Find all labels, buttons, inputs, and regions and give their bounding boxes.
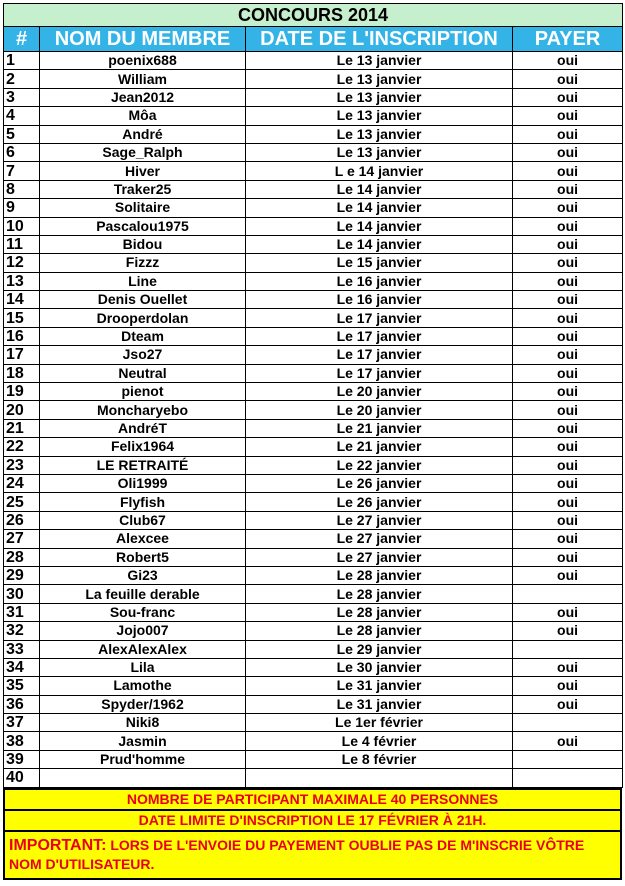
- registration-date: Le 13 janvier: [246, 70, 513, 88]
- table-row: [4, 695, 623, 713]
- payment-status: oui: [513, 217, 623, 235]
- payment-status: oui: [513, 327, 623, 345]
- row-number: 38: [4, 732, 40, 750]
- row-number: 9: [4, 199, 40, 217]
- notice-row-max: [4, 789, 621, 810]
- header-num: #: [4, 27, 40, 52]
- payment-status: oui: [513, 125, 623, 143]
- member-name: Fizzz: [40, 254, 246, 272]
- table-row: [4, 732, 623, 750]
- sheet-title: CONCOURS 2014: [4, 4, 623, 27]
- member-name: William: [40, 70, 246, 88]
- registration-date: Le 31 janvier: [246, 695, 513, 713]
- table-row: [4, 309, 623, 327]
- table-row: [4, 327, 623, 345]
- table-row: [4, 548, 623, 566]
- registration-date: Le 16 janvier: [246, 291, 513, 309]
- table-row: [4, 107, 623, 125]
- row-number: 6: [4, 143, 40, 161]
- payment-status: oui: [513, 622, 623, 640]
- important-row: [4, 831, 621, 879]
- row-number: 26: [4, 511, 40, 529]
- row-number: 19: [4, 383, 40, 401]
- member-name: Niki8: [40, 714, 246, 732]
- row-number: 1: [4, 52, 40, 70]
- row-number: 29: [4, 566, 40, 584]
- table-row: [4, 714, 623, 732]
- table-row: [4, 383, 623, 401]
- registration-date: [246, 769, 513, 787]
- table-row: [4, 88, 623, 106]
- payment-status: oui: [513, 677, 623, 695]
- table-row: [4, 530, 623, 548]
- registration-date: Le 17 janvier: [246, 346, 513, 364]
- row-number: 20: [4, 401, 40, 419]
- payment-status: oui: [513, 419, 623, 437]
- payment-status: oui: [513, 162, 623, 180]
- table-row: [4, 235, 623, 253]
- registration-date: Le 30 janvier: [246, 658, 513, 676]
- row-number: 34: [4, 658, 40, 676]
- row-number: 39: [4, 750, 40, 768]
- payment-status: [513, 585, 623, 603]
- table-row: [4, 640, 623, 658]
- important-notice: [4, 831, 621, 879]
- payment-status: oui: [513, 511, 623, 529]
- registration-date: Le 29 janvier: [246, 640, 513, 658]
- registration-date: Le 15 janvier: [246, 254, 513, 272]
- member-name: Lila: [40, 658, 246, 676]
- member-name: Prud'homme: [40, 750, 246, 768]
- member-name: Lamothe: [40, 677, 246, 695]
- registration-table: [3, 3, 623, 788]
- row-number: 15: [4, 309, 40, 327]
- payment-status: oui: [513, 456, 623, 474]
- table-row: [4, 162, 623, 180]
- member-name: Oli1999: [40, 474, 246, 492]
- header-name: NOM DU MEMBRE: [40, 27, 246, 52]
- row-number: 28: [4, 548, 40, 566]
- registration-date: Le 17 janvier: [246, 309, 513, 327]
- member-name: Neutral: [40, 364, 246, 382]
- registration-date: Le 13 janvier: [246, 143, 513, 161]
- table-row: [4, 52, 623, 70]
- registration-date: Le 16 janvier: [246, 272, 513, 290]
- payment-status: oui: [513, 107, 623, 125]
- member-name: AndréT: [40, 419, 246, 437]
- table-row: [4, 438, 623, 456]
- row-number: 30: [4, 585, 40, 603]
- payment-status: oui: [513, 70, 623, 88]
- registration-date: Le 13 janvier: [246, 52, 513, 70]
- payment-status: oui: [513, 383, 623, 401]
- member-name: La feuille derable: [40, 585, 246, 603]
- payment-status: oui: [513, 88, 623, 106]
- payment-status: oui: [513, 438, 623, 456]
- payment-status: oui: [513, 401, 623, 419]
- payment-status: oui: [513, 364, 623, 382]
- title-row: [4, 4, 623, 27]
- registration-date: Le 28 janvier: [246, 566, 513, 584]
- member-name: AlexAlexAlex: [40, 640, 246, 658]
- table-row: [4, 254, 623, 272]
- row-number: 2: [4, 70, 40, 88]
- row-number: 5: [4, 125, 40, 143]
- registration-date: Le 14 janvier: [246, 235, 513, 253]
- payment-status: oui: [513, 695, 623, 713]
- table-row: [4, 70, 623, 88]
- row-number: 27: [4, 530, 40, 548]
- member-name: pienot: [40, 383, 246, 401]
- row-number: 8: [4, 180, 40, 198]
- row-number: 18: [4, 364, 40, 382]
- row-number: 11: [4, 235, 40, 253]
- registration-date: Le 21 janvier: [246, 438, 513, 456]
- member-name: Robert5: [40, 548, 246, 566]
- row-number: 24: [4, 474, 40, 492]
- row-number: 23: [4, 456, 40, 474]
- row-number: 16: [4, 327, 40, 345]
- table-row: [4, 180, 623, 198]
- row-number: 35: [4, 677, 40, 695]
- member-name: Drooperdolan: [40, 309, 246, 327]
- payment-status: oui: [513, 530, 623, 548]
- registration-date: Le 14 janvier: [246, 199, 513, 217]
- member-name: Bidou: [40, 235, 246, 253]
- payment-status: oui: [513, 309, 623, 327]
- payment-status: oui: [513, 548, 623, 566]
- header-row: [4, 27, 623, 52]
- table-row: [4, 750, 623, 768]
- row-number: 32: [4, 622, 40, 640]
- payment-status: oui: [513, 52, 623, 70]
- payment-status: oui: [513, 603, 623, 621]
- contest-sheet: [3, 3, 622, 880]
- table-row: [4, 419, 623, 437]
- table-row: [4, 291, 623, 309]
- registration-date: Le 27 janvier: [246, 548, 513, 566]
- registration-date: Le 17 janvier: [246, 327, 513, 345]
- member-name: Môa: [40, 107, 246, 125]
- member-name: Moncharyebo: [40, 401, 246, 419]
- payment-status: oui: [513, 566, 623, 584]
- payment-status: oui: [513, 291, 623, 309]
- registration-date: Le 27 janvier: [246, 530, 513, 548]
- registration-date: Le 14 janvier: [246, 180, 513, 198]
- row-number: 22: [4, 438, 40, 456]
- member-name: Gi23: [40, 566, 246, 584]
- registration-date: Le 28 janvier: [246, 603, 513, 621]
- payment-status: [513, 769, 623, 787]
- member-name: Traker25: [40, 180, 246, 198]
- table-row: [4, 125, 623, 143]
- payment-status: oui: [513, 235, 623, 253]
- notices-table: [3, 788, 622, 880]
- member-name: Line: [40, 272, 246, 290]
- table-row: [4, 199, 623, 217]
- registration-date: Le 14 janvier: [246, 217, 513, 235]
- row-number: 4: [4, 107, 40, 125]
- table-row: [4, 769, 623, 787]
- row-number: 12: [4, 254, 40, 272]
- member-name: Club67: [40, 511, 246, 529]
- row-number: 33: [4, 640, 40, 658]
- payment-status: oui: [513, 199, 623, 217]
- payment-status: oui: [513, 474, 623, 492]
- member-name: Felix1964: [40, 438, 246, 456]
- row-number: 21: [4, 419, 40, 437]
- payment-status: oui: [513, 143, 623, 161]
- payment-status: oui: [513, 732, 623, 750]
- member-name: Dteam: [40, 327, 246, 345]
- header-date: DATE DE L'INSCRIPTION: [246, 27, 513, 52]
- member-name: LE RETRAITÉ: [40, 456, 246, 474]
- registration-date: Le 26 janvier: [246, 474, 513, 492]
- registration-date: Le 4 février: [246, 732, 513, 750]
- payment-status: [513, 750, 623, 768]
- registration-date: Le 27 janvier: [246, 511, 513, 529]
- payment-status: oui: [513, 346, 623, 364]
- registration-date: Le 28 janvier: [246, 622, 513, 640]
- table-row: [4, 511, 623, 529]
- table-row: [4, 456, 623, 474]
- notice-deadline: DATE LIMITE D'INSCRIPTION LE 17 FÉVRIER À 21H.: [4, 810, 621, 831]
- registration-date: Le 13 janvier: [246, 107, 513, 125]
- registration-date: Le 20 janvier: [246, 401, 513, 419]
- table-row: [4, 143, 623, 161]
- table-row: [4, 364, 623, 382]
- table-row: [4, 566, 623, 584]
- payment-status: oui: [513, 272, 623, 290]
- table-row: [4, 493, 623, 511]
- registration-date: Le 13 janvier: [246, 125, 513, 143]
- member-name: [40, 769, 246, 787]
- important-text: LORS DE L'ENVOIE DU PAYEMENT OUBLIE PAS DE M'INSCRIE VÔTRE NOM D'UTILISATEUR.: [9, 837, 585, 873]
- registration-date: Le 31 janvier: [246, 677, 513, 695]
- member-name: André: [40, 125, 246, 143]
- table-row: [4, 401, 623, 419]
- payment-status: oui: [513, 658, 623, 676]
- registration-date: Le 22 janvier: [246, 456, 513, 474]
- table-row: [4, 217, 623, 235]
- member-name: Pascalou1975: [40, 217, 246, 235]
- table-row: [4, 346, 623, 364]
- row-number: 14: [4, 291, 40, 309]
- registration-date: Le 26 janvier: [246, 493, 513, 511]
- row-number: 3: [4, 88, 40, 106]
- registration-date: Le 1er février: [246, 714, 513, 732]
- member-name: Jso27: [40, 346, 246, 364]
- registration-date: Le 28 janvier: [246, 585, 513, 603]
- member-name: Jasmin: [40, 732, 246, 750]
- row-number: 40: [4, 769, 40, 787]
- table-row: [4, 272, 623, 290]
- row-number: 13: [4, 272, 40, 290]
- notice-row-deadline: [4, 810, 621, 831]
- registration-date: Le 20 janvier: [246, 383, 513, 401]
- registration-date: Le 21 janvier: [246, 419, 513, 437]
- table-row: [4, 603, 623, 621]
- payment-status: oui: [513, 180, 623, 198]
- member-name: Solitaire: [40, 199, 246, 217]
- registration-date: Le 13 janvier: [246, 88, 513, 106]
- member-name: Denis Ouellet: [40, 291, 246, 309]
- member-name: Flyfish: [40, 493, 246, 511]
- row-number: 31: [4, 603, 40, 621]
- payment-status: [513, 640, 623, 658]
- row-number: 25: [4, 493, 40, 511]
- table-row: [4, 474, 623, 492]
- table-row: [4, 677, 623, 695]
- table-row: [4, 585, 623, 603]
- member-name: poenix688: [40, 52, 246, 70]
- member-name: Hiver: [40, 162, 246, 180]
- member-name: Sage_Ralph: [40, 143, 246, 161]
- row-number: 7: [4, 162, 40, 180]
- member-name: Alexcee: [40, 530, 246, 548]
- notice-max-participants: NOMBRE DE PARTICIPANT MAXIMALE 40 PERSONNES: [4, 789, 621, 810]
- important-label: IMPORTANT:: [9, 837, 107, 855]
- registration-date: Le 17 janvier: [246, 364, 513, 382]
- member-name: Jojo007: [40, 622, 246, 640]
- payment-status: [513, 714, 623, 732]
- member-name: Sou-franc: [40, 603, 246, 621]
- payment-status: oui: [513, 493, 623, 511]
- row-number: 10: [4, 217, 40, 235]
- row-number: 37: [4, 714, 40, 732]
- payment-status: oui: [513, 254, 623, 272]
- registration-date: Le 8 février: [246, 750, 513, 768]
- header-paid: PAYER: [513, 27, 623, 52]
- row-number: 17: [4, 346, 40, 364]
- row-number: 36: [4, 695, 40, 713]
- table-row: [4, 622, 623, 640]
- member-name: Spyder/1962: [40, 695, 246, 713]
- registration-date: L e 14 janvier: [246, 162, 513, 180]
- member-name: Jean2012: [40, 88, 246, 106]
- table-row: [4, 658, 623, 676]
